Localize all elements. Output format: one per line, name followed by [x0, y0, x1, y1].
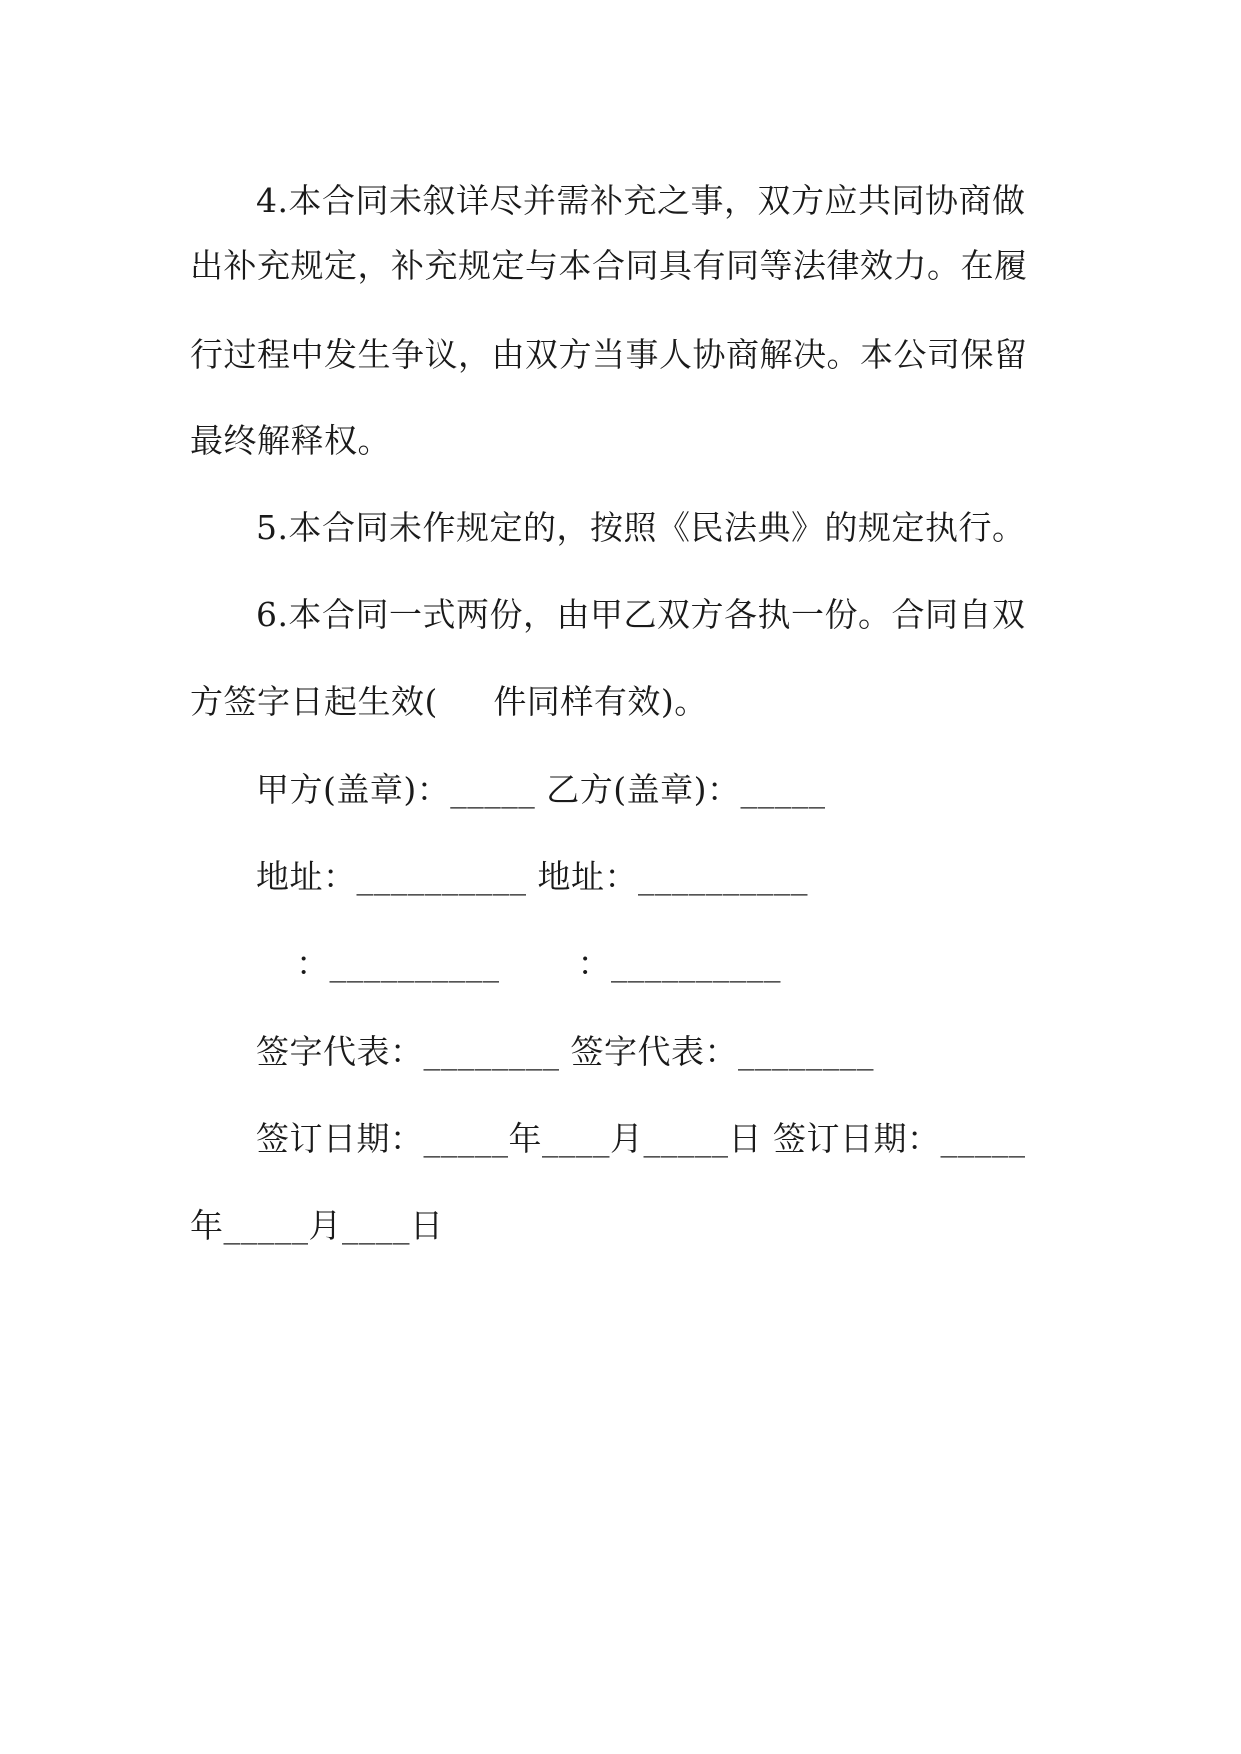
clause-6-line-1: 6.本合同一式两份，由甲乙双方各执一份。合同自双: [256, 595, 1026, 634]
clause-4-line-1: 4.本合同未叙详尽并需补充之事，双方应共同协商做: [256, 181, 1026, 220]
party-seal-line: 甲方(盖章)：_____ 乙方(盖章)：_____: [256, 770, 826, 809]
signing-date-line-2: 年_____月____日: [190, 1206, 444, 1245]
clause-4-line-3: 行过程中发生争议，由双方当事人协商解决。本公司保留: [190, 335, 1028, 374]
clause-6-line-2: 方签字日起生效( 件同样有效)。: [190, 682, 708, 721]
address-line: 地址：__________ 地址：__________: [256, 857, 808, 896]
clause-5-line-1: 5.本合同未作规定的，按照《民法典》的规定执行。: [256, 508, 1026, 547]
clause-4-line-4: 最终解释权。: [190, 421, 391, 460]
blank-field-line: ：__________ ：__________: [296, 944, 781, 983]
signatory-line: 签字代表：________ 签字代表：________: [256, 1032, 874, 1071]
clause-4-line-2: 出补充规定，补充规定与本合同具有同等法律效力。在履: [190, 246, 1028, 285]
signing-date-line-1: 签订日期：_____年____月_____日 签订日期：_____: [256, 1119, 1026, 1158]
